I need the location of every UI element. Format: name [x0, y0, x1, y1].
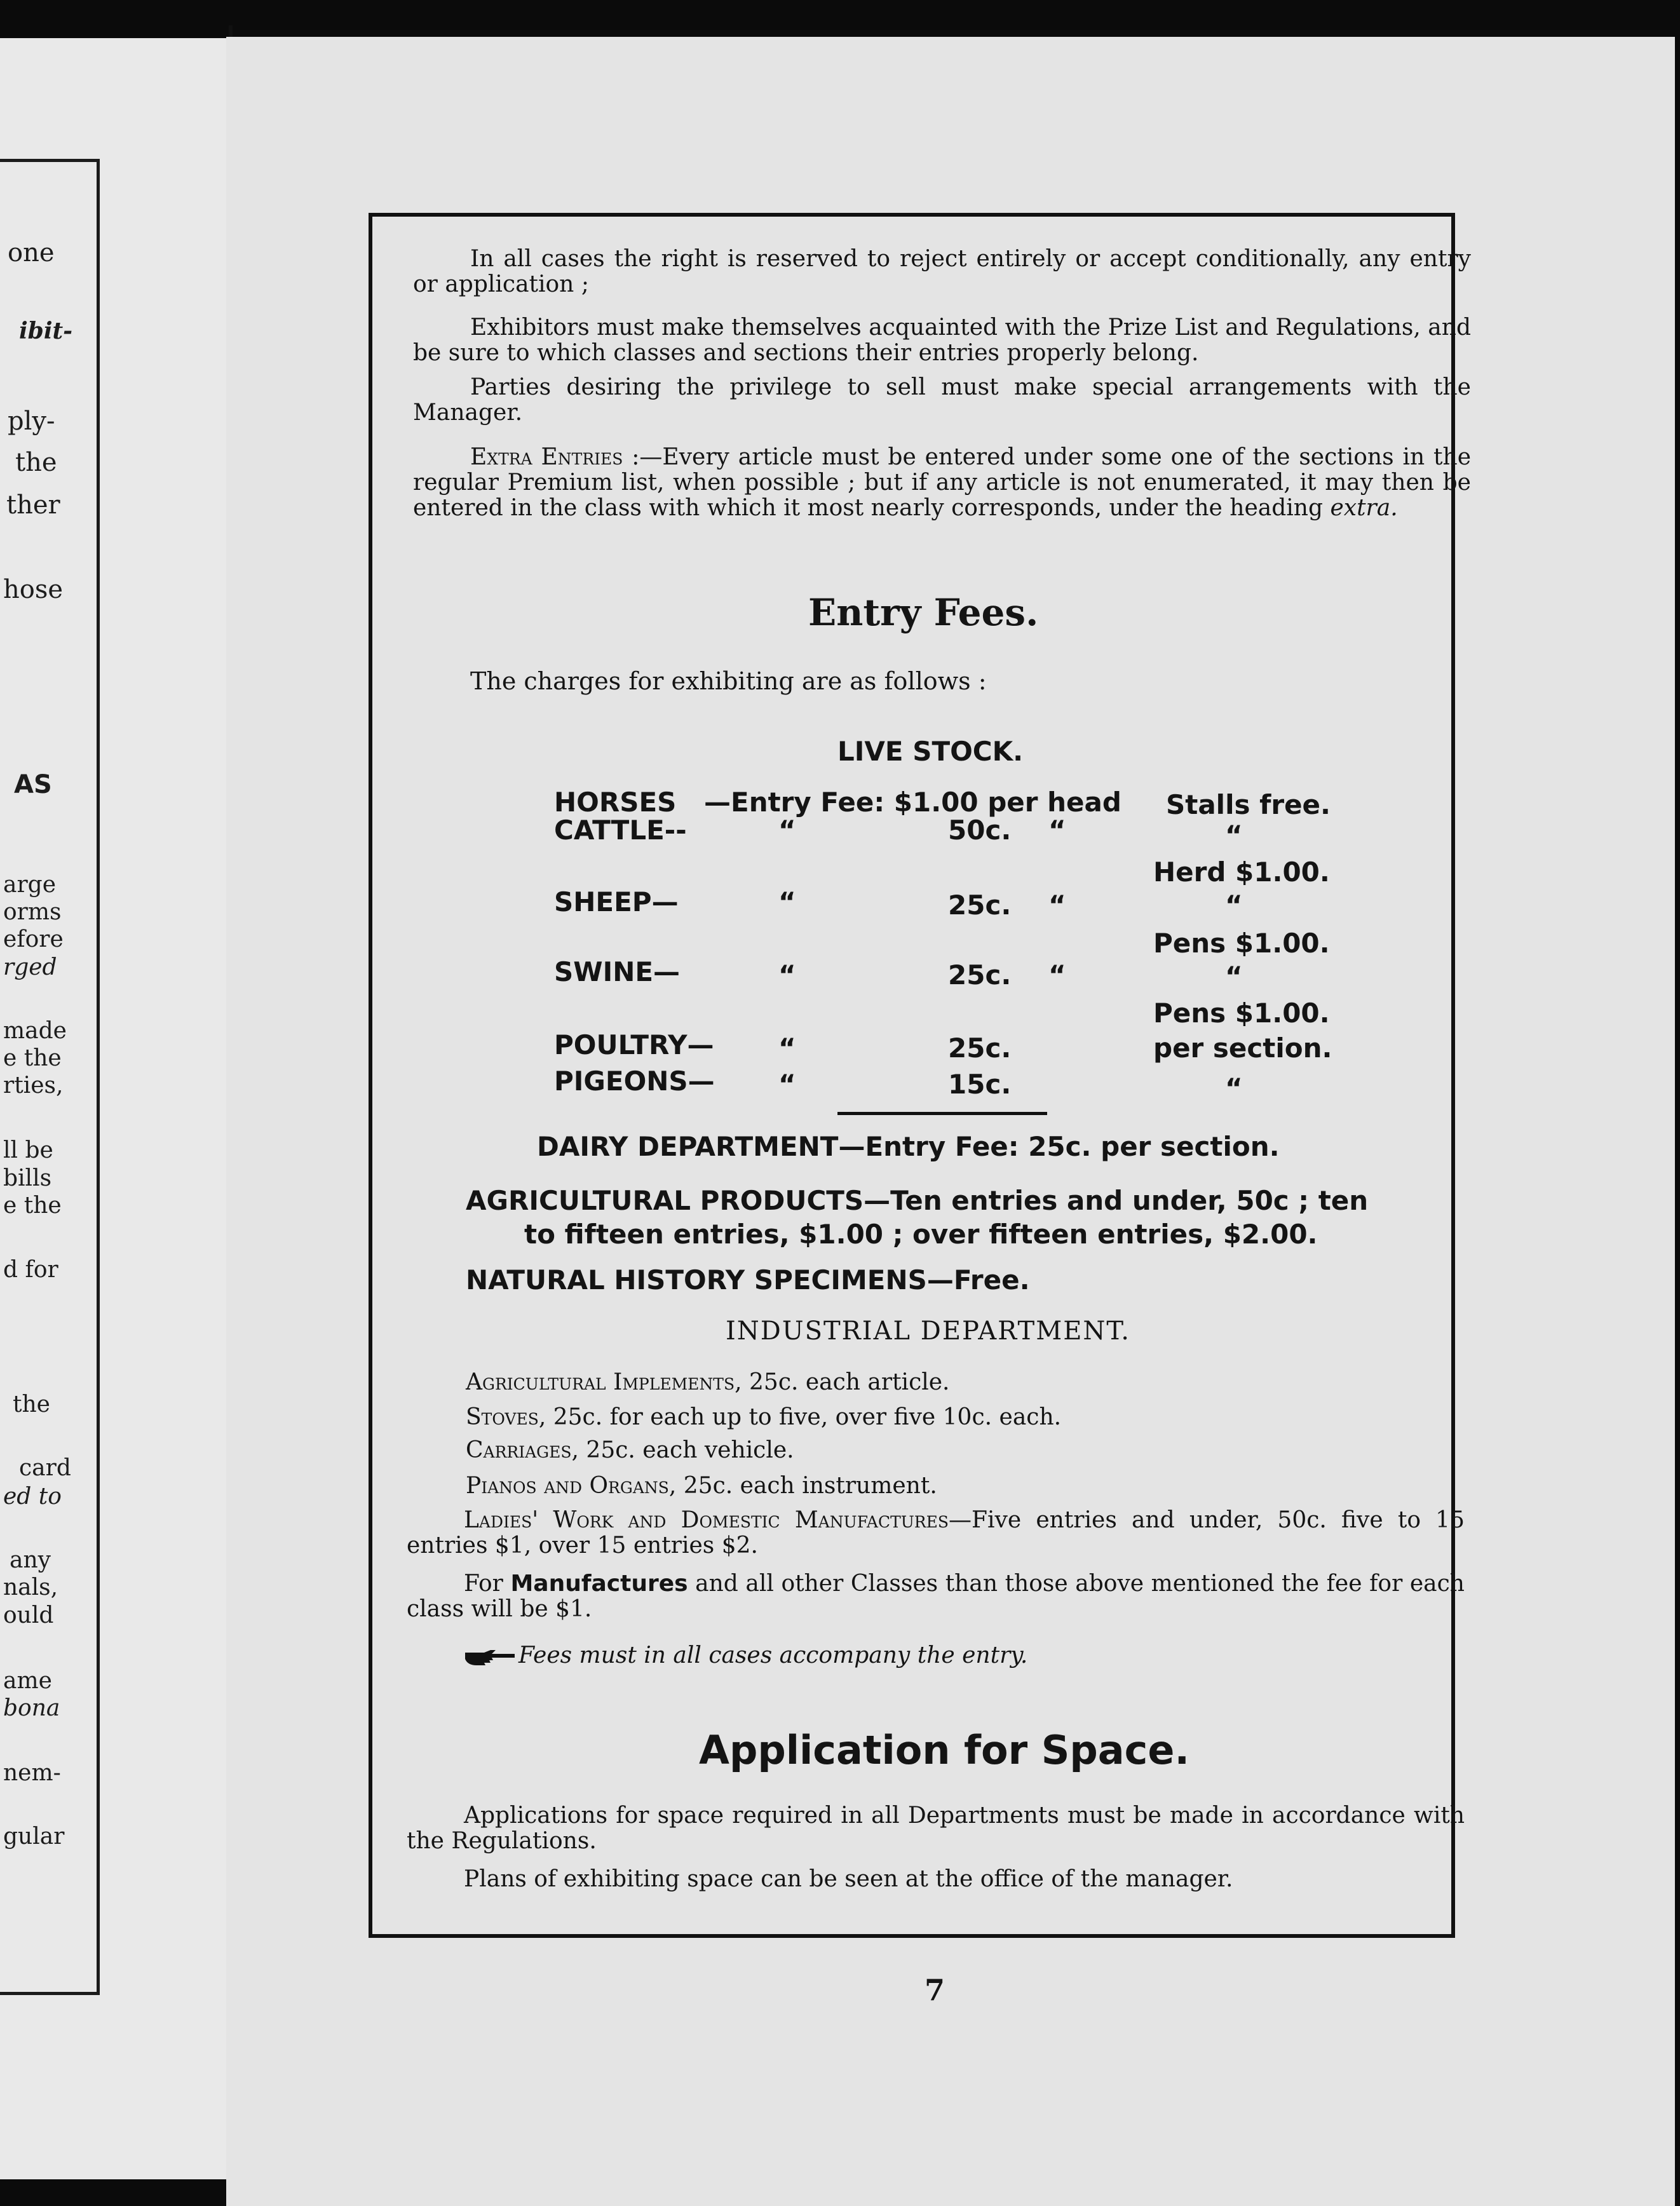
fragment: the	[13, 1391, 50, 1418]
note: “	[1225, 890, 1243, 921]
item-text: 25c. for each up to five, over five 10c. each.	[546, 1404, 1062, 1430]
ditto: “	[778, 1069, 796, 1100]
fragment: card	[19, 1455, 71, 1481]
fragment: ibit-	[19, 318, 73, 344]
note: “	[1225, 820, 1243, 851]
fragment: d for	[3, 1257, 58, 1283]
animal-name: SHEEP—	[554, 886, 679, 917]
item-label: Agricultural Implements,	[466, 1369, 742, 1395]
fee: 25c.	[948, 1032, 1012, 1064]
ditto: “	[778, 959, 796, 991]
fee: 25c.	[948, 890, 1012, 921]
note: Pens $1.00.	[1153, 928, 1330, 959]
item-label: Carriages,	[466, 1437, 579, 1463]
animal-name: HORSES	[554, 787, 677, 818]
fragment: rged	[3, 954, 57, 980]
fee: 50c.	[948, 815, 1012, 846]
entry-fees-title: Entry Fees.	[808, 591, 1039, 634]
fragment: efore	[3, 926, 64, 952]
fragment: ame	[3, 1668, 52, 1694]
fees-note	[463, 1642, 1027, 1668]
fragment: AS	[14, 770, 52, 799]
note: Herd $1.00.	[1153, 856, 1330, 888]
fragment: e the	[3, 1193, 62, 1219]
fragment: bona	[3, 1695, 60, 1721]
manufactures-paragraph	[407, 1571, 1465, 1622]
paragraph-reserve: In all cases the right is reserved to reject entirely or accept conditionally, any entry or application ;	[413, 246, 1471, 297]
dairy-department: DAIRY DEPARTMENT—Entry Fee: 25c. per section.	[537, 1131, 1280, 1162]
item-text: 25c. each instrument.	[676, 1473, 937, 1499]
manufactures-text: and all other Classes than those above mentioned the fee for each class will be $1.	[407, 1571, 1465, 1622]
fragment: nals,	[3, 1574, 58, 1600]
live-stock-title: LIVE STOCK.	[837, 736, 1024, 767]
natural-history: NATURAL HISTORY SPECIMENS—Free.	[466, 1264, 1030, 1296]
ditto: “	[1048, 959, 1066, 991]
fragment: ply-	[8, 407, 55, 436]
extra-entries-label: Extra Entries :	[470, 444, 640, 470]
fees-note-text: Fees must in all cases accompany the entry.	[518, 1642, 1028, 1668]
manufactures-word: Manufactures	[510, 1571, 688, 1597]
list-item	[466, 1404, 1061, 1430]
fragment: ed to	[3, 1484, 62, 1510]
fragment: orms	[3, 899, 62, 925]
fragment: hose	[3, 575, 64, 604]
note: Pens $1.00.	[1153, 998, 1330, 1029]
divider-rule	[837, 1112, 1047, 1115]
agricultural-products-line2: to fifteen entries, $1.00 ; over fifteen entries, $2.00.	[524, 1219, 1318, 1250]
animal-name: SWINE—	[554, 956, 681, 987]
ditto: “	[778, 815, 796, 846]
fragment: ther	[6, 491, 60, 520]
animal-name: CATTLE--	[554, 815, 687, 846]
fragment: ould	[3, 1602, 54, 1628]
fragment: bills	[3, 1165, 52, 1191]
ladies-work	[407, 1508, 1465, 1559]
fragment: arge	[3, 872, 57, 898]
ditto: “	[778, 886, 796, 917]
fragment: made	[3, 1018, 67, 1044]
item-label: Pianos and Organs,	[466, 1473, 677, 1499]
application-paragraph: Applications for space required in all Departments must be made in accordance with the Regulations.	[407, 1803, 1465, 1854]
ladies-label: Ladies' Work and Domestic Manufactures	[464, 1507, 949, 1533]
plans-paragraph: Plans of exhibiting space can be seen at the office of the manager.	[464, 1866, 1233, 1892]
note: Stalls free.	[1166, 789, 1331, 820]
fragment: any	[10, 1547, 51, 1573]
note: “	[1225, 1073, 1243, 1104]
fragment: rties,	[3, 1073, 64, 1099]
ditto: “	[1048, 815, 1066, 846]
fragment: gular	[3, 1824, 65, 1850]
list-item	[466, 1369, 950, 1395]
fragment: e the	[3, 1045, 62, 1071]
fragment: ll be	[3, 1137, 53, 1163]
animal-name: POULTRY—	[554, 1029, 714, 1060]
fragment: nem-	[3, 1760, 61, 1786]
agricultural-products-line1: AGRICULTURAL PRODUCTS—Ten entries and under, 50c ; ten	[466, 1185, 1369, 1216]
paragraph-sellers: Parties desiring the privilege to sell must make special arrangements with the Manager.	[413, 374, 1471, 426]
ditto: “	[778, 1032, 796, 1064]
pointing-hand-icon	[463, 1648, 518, 1667]
fee: 15c.	[948, 1069, 1012, 1100]
paragraph-exhibitors: Exhibitors must make themselves acquainted with the Prize List and Regulations, and be sure to which classes and sections their entries properly belong.	[413, 315, 1471, 366]
ladies-text: —Five entries and under, 50c. five to 15 entries $1, over 15 entries $2.	[407, 1507, 1465, 1559]
entry-fees-lead: The charges for exhibiting are as follows :	[470, 667, 987, 695]
fragment: the	[15, 448, 57, 477]
fee-label: —Entry Fee: $1.00 per head	[704, 787, 1121, 818]
page-number: 7	[925, 1973, 945, 2007]
ditto: “	[1048, 890, 1066, 921]
animal-name: PIGEONS—	[554, 1066, 715, 1097]
item-label: Stoves,	[466, 1404, 546, 1430]
item-text: 25c. each vehicle.	[578, 1437, 794, 1463]
item-text: 25c. each article.	[742, 1369, 950, 1395]
note: per section.	[1153, 1032, 1332, 1064]
list-item	[466, 1473, 937, 1499]
extra-entries-text: —Every article must be entered under some one of the sections in the regular Premium list, when possible ; but if any article is not enumerated, it may then be entered in the class with which it most nearly corresponds, under the heading	[413, 444, 1471, 521]
extra-word: extra.	[1330, 495, 1398, 521]
for-prefix: For	[464, 1571, 511, 1597]
fragment: one	[8, 238, 55, 267]
fee: 25c.	[948, 959, 1012, 991]
list-item	[466, 1437, 794, 1463]
application-title: Application for Space.	[699, 1727, 1190, 1773]
note: “	[1225, 961, 1243, 992]
paragraph-extra-entries	[413, 445, 1471, 521]
industrial-title: INDUSTRIAL DEPARTMENT.	[726, 1316, 1130, 1346]
